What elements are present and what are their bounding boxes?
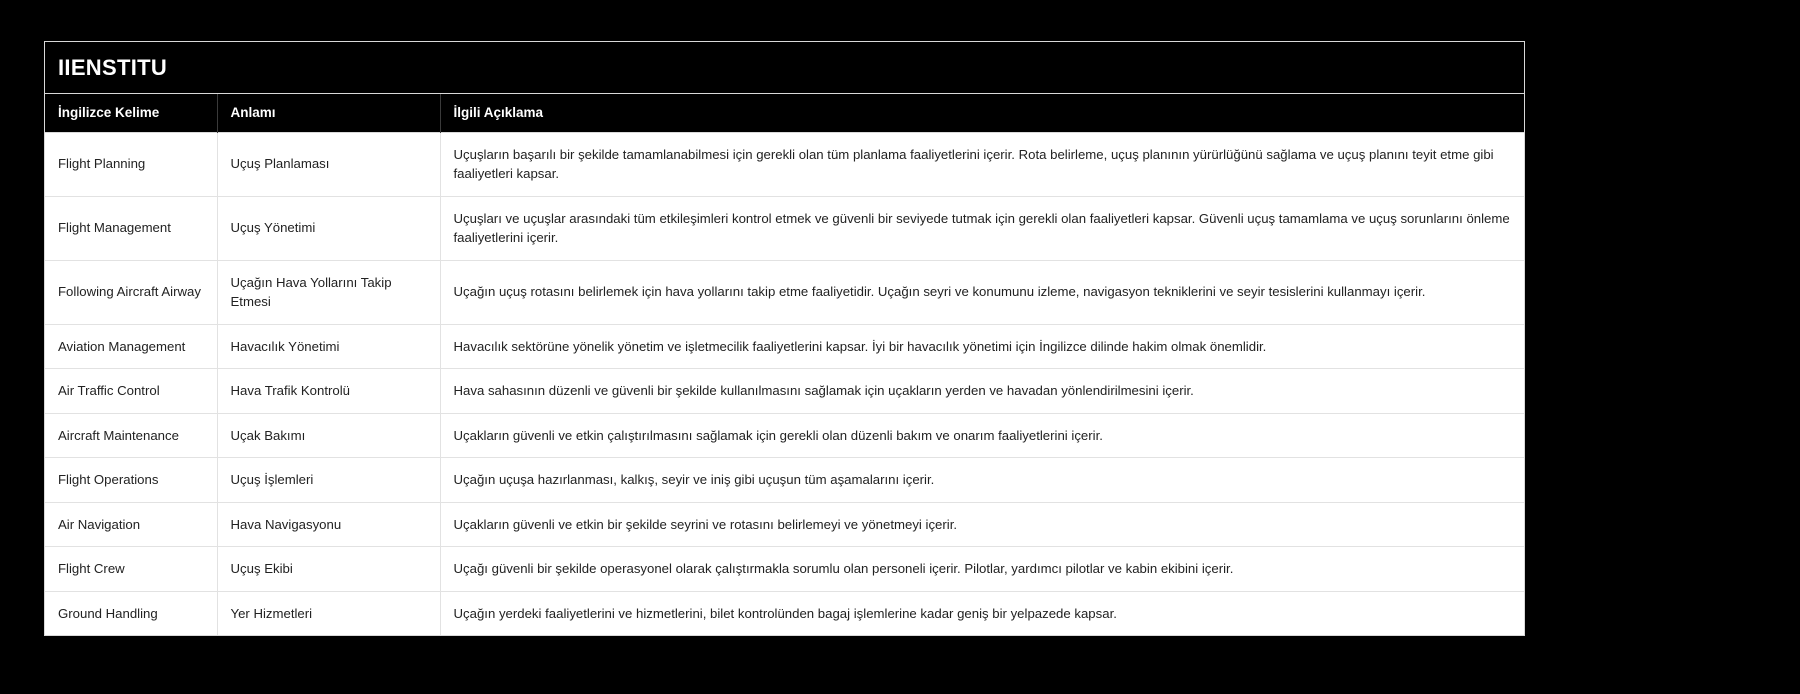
brand-header: [45, 42, 1524, 94]
cell-english-word: Flight Management: [45, 196, 217, 260]
cell-explanation: Uçakların güvenli ve etkin bir şekilde seyrini ve rotasını belirlemeyi ve yönetmeyi içerir.: [440, 502, 1524, 547]
cell-english-word: Air Navigation: [45, 502, 217, 547]
cell-meaning: Uçuş İşlemleri: [217, 458, 440, 503]
table-body: [45, 132, 1524, 635]
vocabulary-table: [45, 94, 1524, 635]
cell-explanation: Uçuşların başarılı bir şekilde tamamlanabilmesi için gerekli olan tüm planlama faaliyetlerini içerir. Rota belirleme, uçuş planının yürürlüğünü sağlama ve uçuş planını teyit etme gibi faaliyetleri kapsar.: [440, 132, 1524, 196]
cell-explanation: Uçuşları ve uçuşlar arasındaki tüm etkileşimleri kontrol etmek ve güvenli bir seviyede tutmak için gerekli olan faaliyetleri kapsar. Güvenli uçuş tamamlama ve uçuş sorunlarını önleme faaliyetlerini içerir.: [440, 196, 1524, 260]
cell-explanation: Uçağı güvenli bir şekilde operasyonel olarak çalıştırmakla sorumlu olan personeli içerir. Pilotlar, yardımcı pilotlar ve kabin ekibini içerir.: [440, 547, 1524, 592]
cell-meaning: Uçağın Hava Yollarını Takip Etmesi: [217, 260, 440, 324]
cell-english-word: Flight Planning: [45, 132, 217, 196]
table-row: [45, 324, 1524, 369]
cell-meaning: Uçak Bakımı: [217, 413, 440, 458]
cell-explanation: Uçağın yerdeki faaliyetlerini ve hizmetlerini, bilet kontrolünden bagaj işlemlerine kadar geniş bir yelpazede kapsar.: [440, 591, 1524, 635]
cell-meaning: Havacılık Yönetimi: [217, 324, 440, 369]
table-row: [45, 196, 1524, 260]
column-header-meaning: Anlamı: [217, 94, 440, 132]
cell-meaning: Hava Navigasyonu: [217, 502, 440, 547]
table-row: [45, 132, 1524, 196]
table-header: [45, 94, 1524, 132]
vocabulary-card: [44, 41, 1525, 636]
table-row: [45, 547, 1524, 592]
column-header-english-word: İngilizce Kelime: [45, 94, 217, 132]
cell-meaning: Uçuş Ekibi: [217, 547, 440, 592]
cell-meaning: Yer Hizmetleri: [217, 591, 440, 635]
table-row: [45, 458, 1524, 503]
table-row: [45, 591, 1524, 635]
cell-explanation: Havacılık sektörüne yönelik yönetim ve işletmecilik faaliyetlerini kapsar. İyi bir havacılık yönetimi için İngilizce dilinde hakim olmak önemlidir.: [440, 324, 1524, 369]
brand-logo: IIENSTITU: [58, 54, 168, 80]
cell-english-word: Aviation Management: [45, 324, 217, 369]
cell-english-word: Following Aircraft Airway: [45, 260, 217, 324]
cell-english-word: Ground Handling: [45, 591, 217, 635]
table-row: [45, 413, 1524, 458]
cell-english-word: Aircraft Maintenance: [45, 413, 217, 458]
cell-meaning: Uçuş Planlaması: [217, 132, 440, 196]
table-header-row: [45, 94, 1524, 132]
cell-explanation: Uçağın uçuş rotasını belirlemek için hava yollarını takip etme faaliyetidir. Uçağın seyri ve konumunu izleme, navigasyon tekniklerini ve seyir tesislerini kullanmayı içerir.: [440, 260, 1524, 324]
table-row: [45, 260, 1524, 324]
cell-meaning: Uçuş Yönetimi: [217, 196, 440, 260]
cell-meaning: Hava Trafik Kontrolü: [217, 369, 440, 414]
cell-explanation: Uçakların güvenli ve etkin çalıştırılmasını sağlamak için gerekli olan düzenli bakım ve onarım faaliyetlerini içerir.: [440, 413, 1524, 458]
cell-explanation: Uçağın uçuşa hazırlanması, kalkış, seyir ve iniş gibi uçuşun tüm aşamalarını içerir.: [440, 458, 1524, 503]
cell-english-word: Flight Operations: [45, 458, 217, 503]
cell-english-word: Air Traffic Control: [45, 369, 217, 414]
table-row: [45, 502, 1524, 547]
column-header-explanation: İlgili Açıklama: [440, 94, 1524, 132]
table-row: [45, 369, 1524, 414]
cell-explanation: Hava sahasının düzenli ve güvenli bir şekilde kullanılmasını sağlamak için uçakların yerden ve havadan yönlendirilmesini içerir.: [440, 369, 1524, 414]
cell-english-word: Flight Crew: [45, 547, 217, 592]
